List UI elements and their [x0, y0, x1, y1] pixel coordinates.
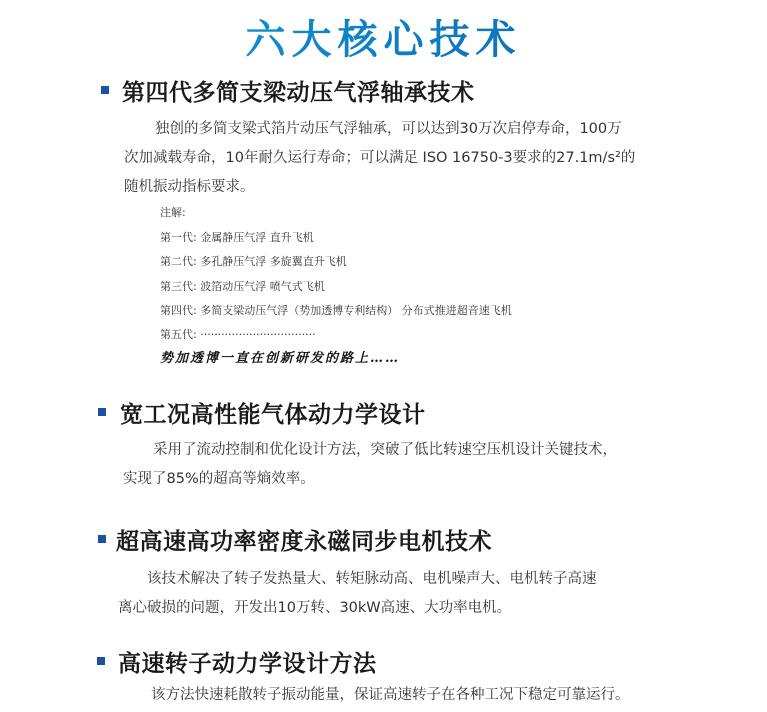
notes-label: 注解: — [160, 206, 186, 219]
note-item: 第二代: 多孔静压气浮 多旋翼直升飞机 — [160, 255, 347, 268]
section-text: 独创的多简支梁式箔片动压气浮轴承，可以达到30万次启停寿命，100万 — [155, 121, 622, 137]
section-text: 实现了85%的超高等熵效率。 — [123, 471, 315, 487]
section-text: 随机振动指标要求。 — [124, 179, 255, 195]
handwritten-slogan: 势加透博一直在创新研发的路上…… — [160, 351, 401, 366]
section-text: 离心破损的问题，开发出10万转、30kW高速、大功率电机。 — [118, 600, 512, 616]
note-item: 第一代: 金属静压气浮 直升飞机 — [160, 231, 314, 244]
page-title: 六大核心技术 — [0, 8, 767, 65]
bullet-icon — [98, 535, 106, 543]
note-item: 第三代: 波箔动压气浮 喷气式飞机 — [160, 280, 325, 293]
section-heading: 高速转子动力学设计方法 — [118, 651, 377, 677]
section-text: 该技术解决了转子发热量大、转矩脉动高、电机噪声大、电机转子高速 — [147, 571, 597, 587]
section-text: 次加减载寿命，10年耐久运行寿命；可以满足 ISO 16750-3要求的27.1m/s²的 — [124, 150, 636, 166]
bullet-icon — [98, 408, 106, 416]
section-heading: 超高速高功率密度永磁同步电机技术 — [116, 529, 492, 555]
bullet-icon — [101, 86, 109, 94]
section-heading: 宽工况高性能气体动力学设计 — [120, 402, 426, 428]
section-heading: 第四代多简支梁动压气浮轴承技术 — [122, 80, 475, 106]
bullet-icon — [97, 657, 105, 665]
section-text: 该方法快速耗散转子振动能量，保证高速转子在各种工况下稳定可靠运行。 — [151, 687, 630, 703]
note-item: 第五代: ································· — [160, 328, 316, 341]
section-text: 采用了流动控制和优化设计方法，突破了低比转速空压机设计关键技术， — [153, 442, 617, 458]
note-item: 第四代: 多简支梁动压气浮（势加透博专利结构） 分布式推进超音速飞机 — [160, 304, 512, 317]
